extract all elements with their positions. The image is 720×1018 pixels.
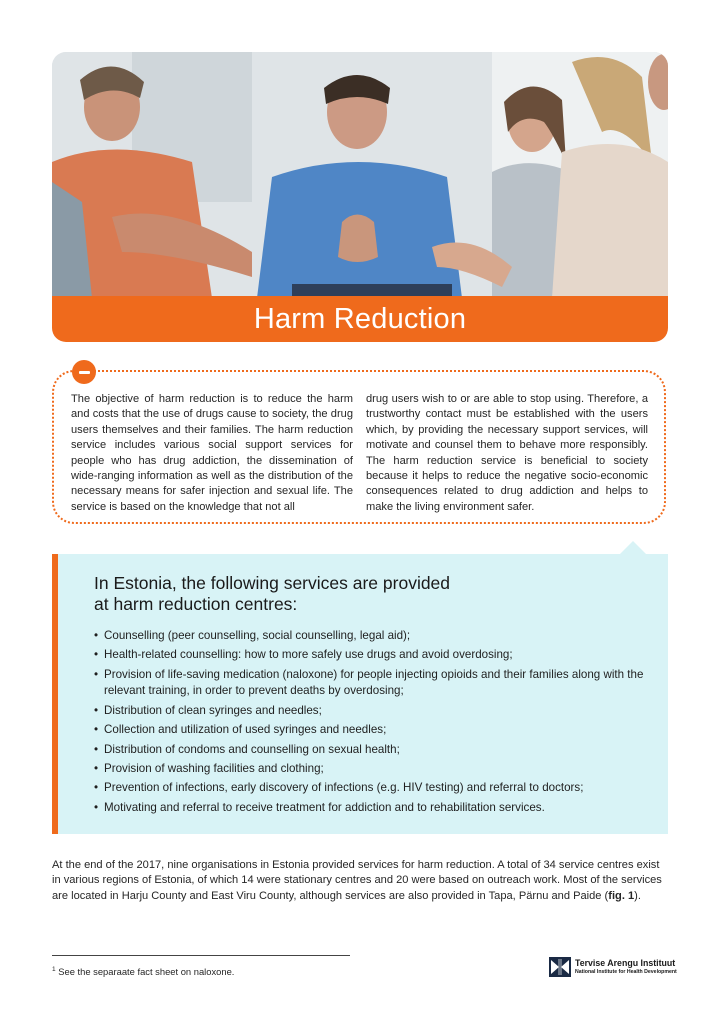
list-item: • Counselling (peer counselling, social counselling, legal aid); [94,628,654,645]
list-item: • Health-related counselling: how to more safely use drugs and avoid overdosing; [94,647,654,664]
services-notch [620,541,646,554]
logo-subtitle: National Institute for Health Development [575,968,677,975]
services-heading-line-1: In Estonia, the following services are provided [94,573,451,593]
intro-column-2: drug users wish to or are able to stop using. Therefore, a trustworthy contact must be established with the users which, by providing the necessary support services, will motivate and counsel them to behave more responsibly. The harm reduction service is beneficial to society because it helps to reduce the negative socio-economic consequences related to drug addiction and helps to make the living environment safer. [366,393,648,513]
footnote-marker: 1 [52,966,56,973]
institute-logo [549,957,677,977]
list-item: • Collection and utilization of used syringes and needles; [94,722,654,739]
services-heading-line-2: at harm reduction centres: [94,594,298,614]
figure-reference: fig. 1 [608,889,635,902]
footnote-divider [52,955,350,956]
hero-photo [52,52,668,298]
intro-column-1: The objective of harm reduction is to reduce the harm and costs that the use of drugs cause to society, the drug users themselves and their families. The harm reduction service includes various social support services for people who has drug addiction, the dissemination of wide-ranging information as well as the distribution of the necessary means for safer injection and sexual life. The service is based on the knowledge that not all [71,393,353,513]
list-item: • Distribution of clean syringes and needles; [94,703,654,720]
institute-logo-icon [549,957,571,977]
footnote [52,966,234,977]
logo-name: Tervise Arengu Instituut [575,958,676,968]
body-text: At the end of the 2017, nine organisations in Estonia provided services for harm reduction. A total of 34 service centres exist in various regions of Estonia, of which 14 were stationary centres and 20 were based on outreach work. Most of the services are located in Harju County and East Viru County, although services are also provided in Tapa, Pärnu and Paide ( [52,859,662,902]
group-counselling-photo [52,52,668,298]
services-list [94,628,654,819]
title-banner [52,296,668,342]
footnote-text: See the separaate fact sheet on naloxone. [58,966,235,978]
intro-box [52,370,666,524]
list-item: • Motivating and referral to receive treatment for addiction and to rehabilitation services. [94,800,654,817]
body-text-end: ). [634,889,641,902]
list-item: • Provision of life-saving medication (naloxone) for people injecting opioids and their families along with the relevant training, in order to prevent deaths by overdosing; [94,667,654,700]
page-title: Harm Reduction [253,302,467,335]
services-box [52,554,668,834]
services-heading [94,573,450,615]
list-item: • Provision of washing facilities and clothing; [94,761,654,778]
logo-text [575,959,677,975]
list-item: • Distribution of condoms and counselling on sexual health; [94,742,654,759]
body-paragraph [52,858,670,904]
list-item: • Prevention of infections, early discovery of infections (e.g. HIV testing) and referral to doctors; [94,780,654,797]
minus-icon [72,360,96,384]
intro-columns [71,392,648,515]
